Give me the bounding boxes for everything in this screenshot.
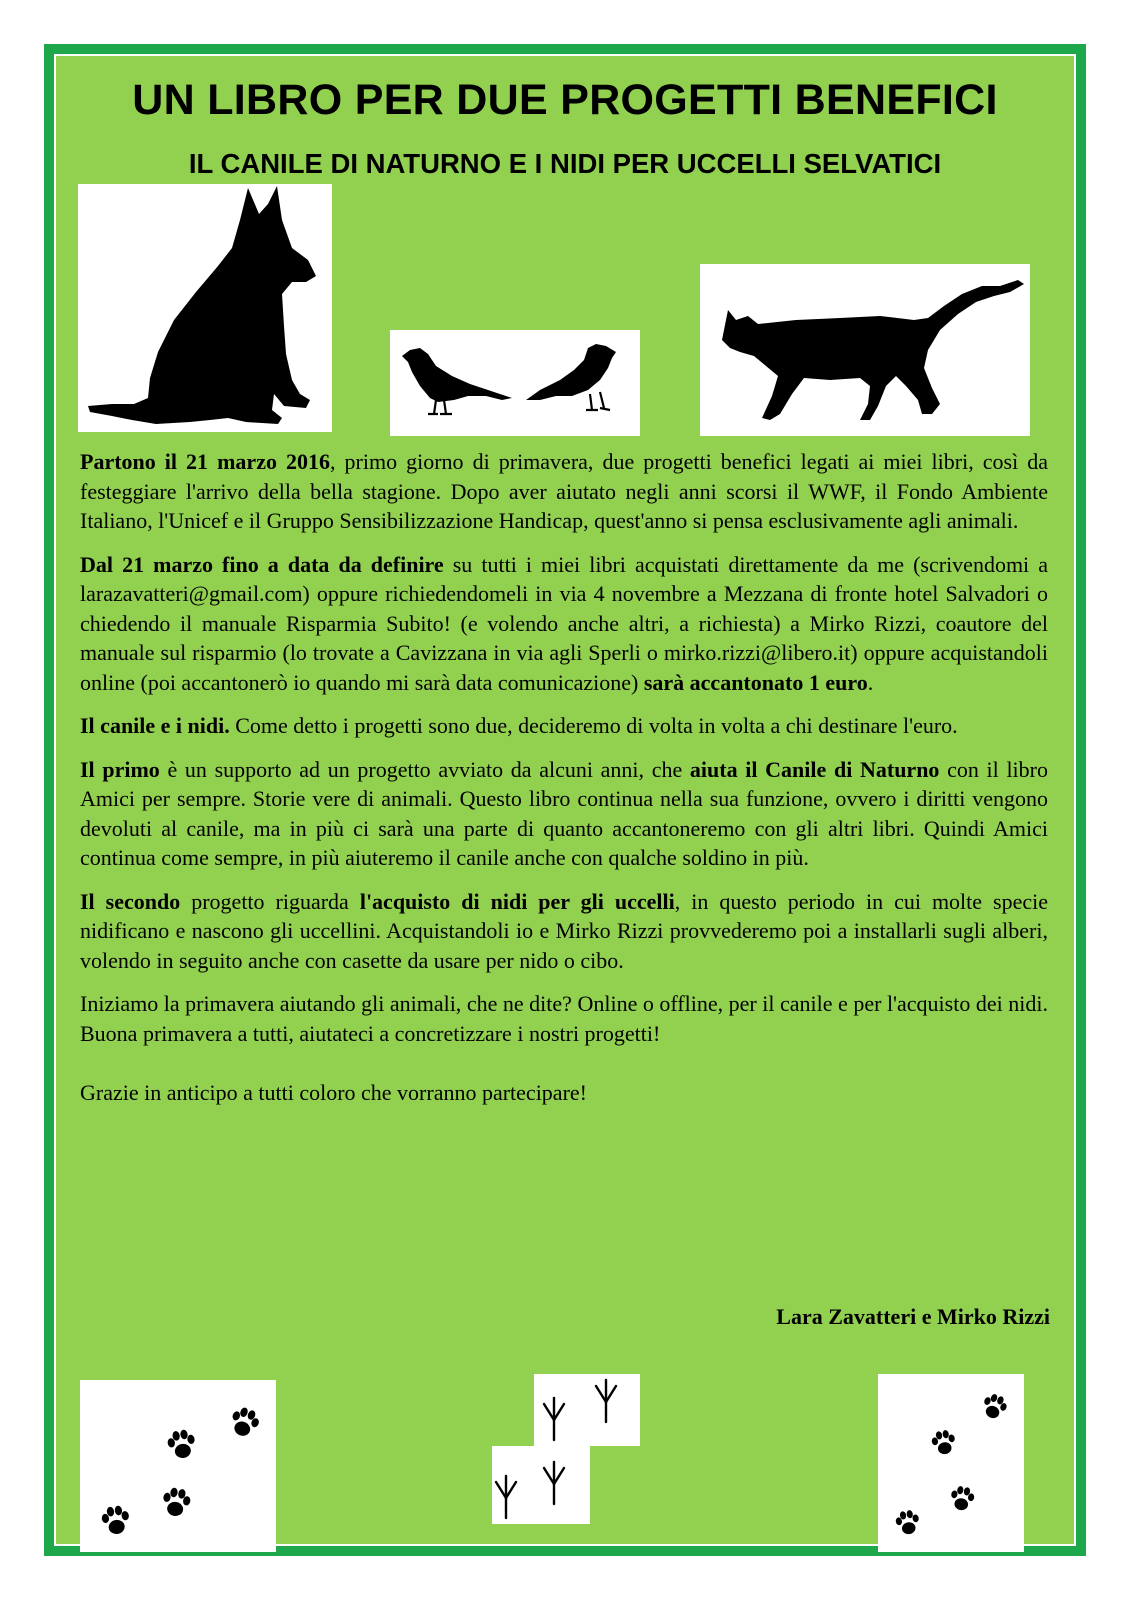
p2-bold: Dal 21 marzo fino a data da definire: [80, 551, 444, 577]
paragraph-6: Iniziamo la primavera aiutando gli animali, che ne dite? Online o offline, per il canile e per l'acquisto dei nidi. Buona primavera a tutti, aiutateci a concretizzare i nostri progetti!: [80, 991, 1048, 1046]
paragraph-5: [80, 887, 1048, 976]
paw-prints-right: [878, 1374, 1024, 1552]
p1-text: , primo giorno di primavera, due progetti benefici legati ai miei libri, così da festeggiare l'arrivo della bella stagione. Dopo aver aiutato negli anni scorsi il WWF, il Fondo Ambiente Italiano, l'Unicef e il Gruppo Sensibilizzazione Handicap, quest'anno si pensa esclusivamente agli animali.: [80, 449, 1048, 533]
p2-text: su tutti i miei libri acquistati direttamente da me (scrivendomi a larazavatteri@gmail.com) oppure richiedendomeli in via 4 novembre a Mezzana di fronte hotel Salvadori o chiedendo il manuale Risparmia Subito! (e volendo anche altri, a richiesta) a Mirko Rizzi, coautore del manuale sul risparmio (lo trovate a Cavizzana in via agli Sperli o mirko.rizzi@libero.it) oppure acquistandoli online (poi accantonerò io quando mi sarà data comunicazione): [80, 551, 1048, 695]
p5-bold: Il secondo: [80, 888, 181, 914]
poster-frame: [44, 44, 1086, 1556]
p4-bold: Il primo: [80, 756, 160, 782]
paragraph-3: [80, 711, 1048, 741]
birds-image: [390, 330, 640, 436]
paw-prints-icon: [80, 1380, 276, 1552]
bird-tracks-bottom: [492, 1446, 590, 1524]
bird-tracks-top: [534, 1374, 640, 1446]
dog-image: [78, 184, 332, 432]
body-text: [80, 447, 1048, 1122]
bird-tracks-icon: [492, 1446, 590, 1524]
p4-end: con il libro Amici per sempre. Storie vere di animali. Questo libro continua nella sua funzione, ovvero i diritti vengono devoluti al canile, ma in più ci sarà una parte di quanto accantoneremo con gli altri libri. Quindi Amici continua come sempre, in più aiuteremo il canile anche con qualche soldino in più.: [80, 756, 1049, 870]
cat-silhouette-icon: [700, 264, 1030, 436]
p2-bold2: sarà accantonato 1 euro: [643, 669, 868, 695]
p1-bold: Partono il 21 marzo 2016: [80, 449, 330, 474]
p4-bold2: aiuta il Canile di Naturno: [689, 756, 940, 782]
paragraph-2: [80, 550, 1048, 698]
paragraph-4: [80, 755, 1048, 873]
p2-end: .: [867, 669, 874, 695]
poster-subtitle: IL CANILE DI NATURNO E I NIDI PER UCCELLI SELVATICI: [188, 148, 942, 179]
p3-bold: Il canile e i nidi.: [80, 713, 230, 738]
p5-text: progetto riguarda: [180, 888, 360, 914]
birds-silhouette-icon: [390, 330, 640, 436]
bird-tracks-icon: [534, 1374, 640, 1446]
dog-silhouette-icon: [78, 184, 332, 432]
paragraph-7: Grazie in anticipo a tutti coloro che vorranno partecipare!: [80, 1080, 587, 1105]
p5-end: , in questo periodo in cui molte specie nidificano e nascono gli uccellini. Acquistandoli io e Mirko Rizzi provvederemo poi a installarli sugli alberi, volendo in seguito anche con casette da usare per nido o cibo.: [80, 888, 1049, 973]
p3-text: Come detto i progetti sono due, decideremo di volta in volta a chi destinare l'euro.: [229, 713, 958, 738]
paragraph-1: [80, 447, 1048, 536]
p4-text: è un supporto ad un progetto avviato da alcuni anni, che: [159, 756, 690, 782]
poster-title: UN LIBRO PER DUE PROGETTI BENEFICI: [132, 76, 998, 124]
paw-prints-left: [80, 1380, 276, 1552]
p5-bold2: l'acquisto di nidi per gli uccelli: [359, 888, 675, 914]
cat-image: [700, 264, 1030, 436]
paw-prints-icon: [878, 1374, 1024, 1552]
signature: Lara Zavatteri e Mirko Rizzi: [776, 1304, 1050, 1329]
